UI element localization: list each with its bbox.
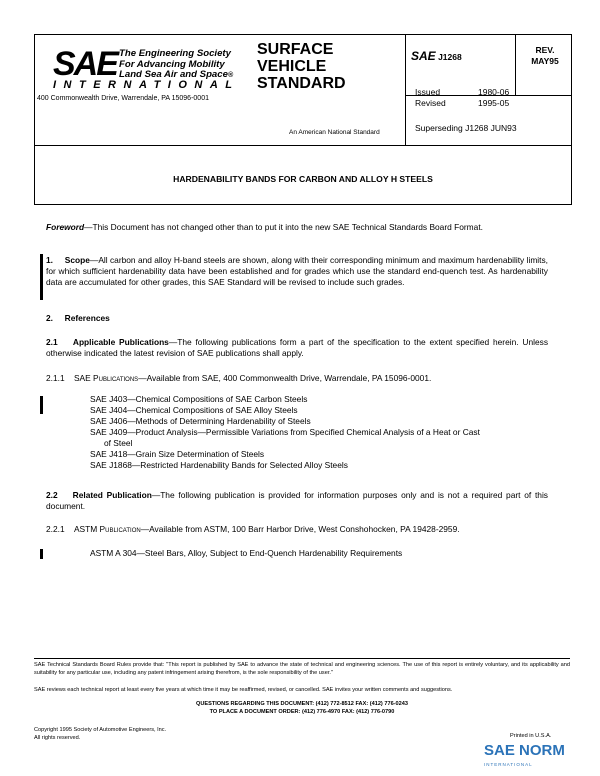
references-heading: 2. References	[46, 313, 110, 323]
section-2-1-1: 2.1.1 SAE Publications—Available from SAE, 400 Commonwealth Drive, Warrendale, PA 15096-0001.	[46, 373, 432, 383]
rules-text: SAE Technical Standards Board Rules provide that: "This report is published by SAE to advance the state of technical and engineering sciences. The use of this report is entirely voluntary, and its applicability and suitability for any particular use, including any patent infringement arising therefrom, is the sole responsibility of the user."	[34, 662, 570, 676]
rights: All rights reserved.	[34, 735, 81, 741]
printed-in: Printed in U.S.A.	[510, 733, 552, 739]
superseding-note: Superseding J1268 JUN93	[415, 123, 517, 133]
order-line: TO PLACE A DOCUMENT ORDER: (412) 776-4970 FAX: (412) 776-0790	[209, 709, 395, 715]
questions-line: QUESTIONS REGARDING THIS DOCUMENT: (412) 772-8512 FAX: (412) 776-0243	[195, 701, 408, 707]
list-item: SAE J1868—Restricted Hardenability Bands for Selected Alloy Steels	[90, 460, 348, 470]
sae-norm-badge: SAE NORM	[484, 742, 565, 759]
society-tagline: The Engineering Society For Advancing Mobility Land Sea Air and Space®	[119, 48, 234, 80]
revision-box: REV. MAY95	[531, 45, 559, 66]
list-item: of Steel	[104, 438, 133, 448]
international-wordmark: INTERNATIONAL	[53, 79, 240, 91]
section-2-2: 2.2 Related Publication—The following publication is provided for information purposes only and is not a required part of this document.	[46, 490, 548, 511]
list-item: SAE J403—Chemical Compositions of SAE Carbon Steels	[90, 394, 308, 404]
revision-bar	[40, 396, 43, 414]
review-text: SAE reviews each technical report at least every five years at which time it may be reaffirmed, revised, or cancelled. SAE invites your written comments and suggestions.	[34, 687, 453, 693]
revision-bar	[40, 549, 43, 559]
list-item: SAE J418—Grain Size Determination of Steels	[90, 449, 265, 459]
rev-divider	[515, 35, 516, 95]
document-header	[34, 34, 572, 146]
foreword-paragraph: Foreword—This Document has not changed other than to put it into the new SAE Technical Standards Board Format.	[46, 222, 483, 232]
scope-paragraph: 1. Scope—All carbon and alloy H-band steels are shown, along with their corresponding minimum and maximum hardenability limits, for which sufficient hardenability data have been established and for grades which use the standard end-quench test. As hardenability data are accumulated for other grades, this SAE Standard will be revised to include such grades.	[46, 255, 548, 287]
issue-dates: Issued 1980-06 Revised 1995-05	[415, 87, 510, 108]
national-standard-note: An American National Standard	[289, 129, 380, 136]
document-title: HARDENABILITY BANDS FOR CARBON AND ALLOY H STEELS	[173, 174, 433, 184]
list-item: SAE J406—Methods of Determining Hardenability of Steels	[90, 416, 311, 426]
document-number: SAE J1268	[411, 49, 462, 63]
revision-bar	[40, 254, 43, 300]
sae-reference-list	[90, 394, 550, 471]
copyright: Copyright 1995 Society of Automotive Engineers, Inc.	[34, 727, 167, 733]
header-divider	[405, 35, 406, 145]
astm-reference: ASTM A 304—Steel Bars, Alloy, Subject to End-Quench Hardenability Requirements	[90, 548, 403, 558]
section-2-1: 2.1 Applicable Publications—The following publications form a part of the specification to the extent specified herein. Unless otherwise indicated the latest revision of SAE publications shall apply.	[46, 337, 549, 358]
title-box	[34, 144, 572, 205]
badge-subtitle: INTERNATIONAL	[484, 762, 533, 767]
footer-rule	[34, 658, 570, 659]
list-item: SAE J404—Chemical Compositions of SAE Alloy Steels	[90, 405, 298, 415]
list-item: SAE J409—Product Analysis—Permissible Variations from Specified Chemical Analysis of a Heat or Cast	[90, 427, 480, 437]
sae-logo: SAE	[53, 45, 117, 83]
section-2-2-1: 2.2.1 ASTM Publication—Available from ASTM, 100 Barr Harbor Drive, West Conshohocken, PA 19428-2959.	[46, 524, 460, 534]
sae-address: 400 Commonwealth Drive, Warrendale, PA 15096-0001	[37, 95, 209, 102]
standard-type: SURFACE VEHICLE STANDARD	[257, 41, 346, 92]
